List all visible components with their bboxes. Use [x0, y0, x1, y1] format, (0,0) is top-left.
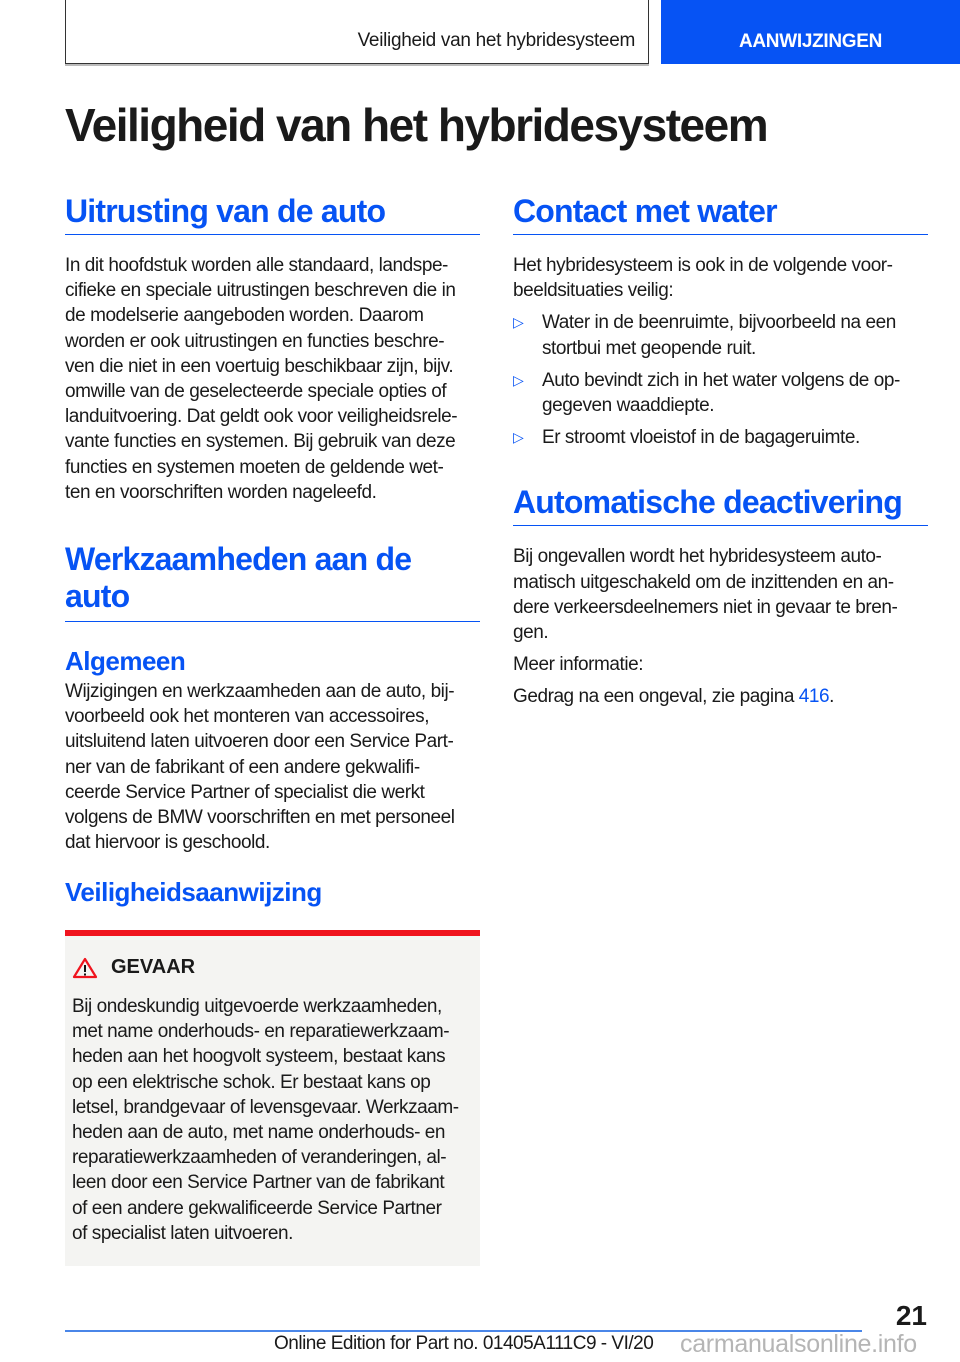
text-line: reparatiewerkzaamheden of veranderingen, al- [72, 1147, 447, 1169]
text-line: heden aan het hoogvolt systeem, bestaat kans [72, 1046, 446, 1068]
text-line: op een elektrische schok. Er bestaat kans op [72, 1071, 431, 1093]
danger-warning-box [65, 930, 480, 1266]
chapter-tab[interactable]: AANWIJZINGEN [661, 0, 960, 64]
text-line: de modelserie aangeboden worden. Daarom [65, 305, 424, 327]
text-line: dat hiervoor is geschoold. [65, 832, 270, 854]
heading-auto-deactivation: Automatische deactivering [513, 484, 928, 526]
header-section-title: Veiligheid van het hybridesysteem [357, 30, 635, 51]
reference-text: Gedrag na een ongeval, zie pagina [513, 686, 799, 708]
text-line: landuitvoering. Dat geldt ook voor veiligheidsrele- [65, 406, 458, 428]
left-column [65, 193, 480, 908]
text-line: matisch uitgeschakeld om de inzittenden en an- [513, 571, 894, 593]
text-line: Wijzigingen en werkzaamheden aan de auto, bij- [65, 681, 455, 703]
text-line: functies en systemen moeten de geldende wet- [65, 456, 444, 478]
text-line: of specialist laten uitvoeren. [72, 1222, 293, 1244]
text-line: Water in de beenruimte, bijvoorbeeld na een [542, 312, 896, 334]
page-title: Veiligheid van het hybridesysteem [65, 99, 768, 151]
heading-safety: Veiligheidsaanwijzing [65, 877, 322, 908]
heading-work [65, 541, 480, 622]
text-line: worden er ook uitrustingen en functies beschre- [65, 330, 445, 352]
reference [513, 684, 928, 709]
heading-water: Contact met water [513, 193, 928, 235]
text-line: Auto bevindt zich in het water volgens de op- [542, 369, 900, 391]
bullet-triangle-icon: ▷ [513, 314, 524, 331]
text-line: Bij ongevallen wordt het hybridesysteem auto- [513, 546, 882, 568]
text-line: ven die niet in een voertuig beschikbaar zijn, bijv. [65, 355, 454, 377]
list-item [513, 368, 928, 418]
text-line: dere verkeersdeelnemers niet in gevaar te bren- [513, 596, 898, 618]
text-line: omwille van de geselecteerde speciale opties of [65, 381, 447, 403]
heading-equipment: Uitrusting van de auto [65, 193, 480, 235]
text-line: Het hybridesysteem is ook in de volgende voor- [513, 255, 893, 276]
text-line: gen. [513, 622, 549, 644]
text-line: auto [65, 578, 130, 615]
text-line: letsel, brandgevaar of levensgevaar. Werkzaam- [72, 1096, 459, 1118]
general-text [65, 679, 480, 855]
text-line: In dit hoofdstuk worden alle standaard, landspe- [65, 255, 448, 276]
text-line: leen door een Service Partner van de fabrikant [72, 1172, 445, 1194]
text-line: Bij ondeskundig uitgevoerde werkzaamheden, [72, 996, 442, 1017]
text-line: met name onderhouds- en reparatiewerkzaam- [72, 1021, 450, 1043]
water-list [513, 310, 928, 450]
text-line: cifieke en speciale uitrustingen beschreven die in [65, 280, 456, 302]
text-line: of een andere gekwalificeerde Service Partner [72, 1197, 442, 1219]
right-column [513, 193, 928, 710]
text-line: uitsluitend laten uitvoeren door een Service Part- [65, 731, 454, 753]
text-line: Er stroomt vloeistof in de bagageruimte. [542, 427, 860, 449]
water-intro [513, 253, 928, 303]
text-line: voorbeeld ook het monteren van accessoires, [65, 706, 430, 728]
warning-label: GEVAAR [111, 956, 196, 978]
edition-text: Online Edition for Part no. 01405A111C9 - VI/20 [274, 1333, 654, 1354]
watermark: carmanualsonline.info [680, 1330, 917, 1358]
text-line: beeldsituaties veilig: [513, 280, 674, 302]
text-line: volgens de BMW voorschriften en met personeel [65, 807, 455, 829]
heading-general: Algemeen [65, 646, 186, 677]
page-link-416[interactable]: 416 [798, 686, 830, 708]
auto-text [513, 544, 928, 645]
bullet-triangle-icon: ▷ [513, 371, 524, 388]
text-line: heden aan de auto, met name onderhouds- en [72, 1122, 446, 1144]
text-line: Werkzaamheden aan de [65, 541, 412, 578]
reference-end: . [829, 686, 834, 708]
list-item [513, 425, 928, 450]
text-line: ten en voorschriften worden nageleefd. [65, 481, 377, 503]
warning-header [72, 956, 195, 979]
equipment-text [65, 253, 480, 505]
warning-triangle-icon [72, 957, 98, 979]
list-item [513, 310, 928, 360]
page-number: 21 [895, 1300, 927, 1331]
warning-text [72, 994, 459, 1246]
more-info: Meer informatie: [513, 654, 644, 676]
text-line: stortbui met geopende ruit. [542, 337, 756, 359]
text-line: vante functies en systemen. Bij gebruik van deze [65, 431, 456, 453]
text-line: ceerde Service Partner of specialist die werkt [65, 781, 425, 803]
text-line: gegeven waaddiepte. [542, 395, 715, 417]
bullet-triangle-icon: ▷ [513, 429, 524, 446]
text-line: ner van de fabrikant of een andere gekwalifi- [65, 756, 420, 778]
